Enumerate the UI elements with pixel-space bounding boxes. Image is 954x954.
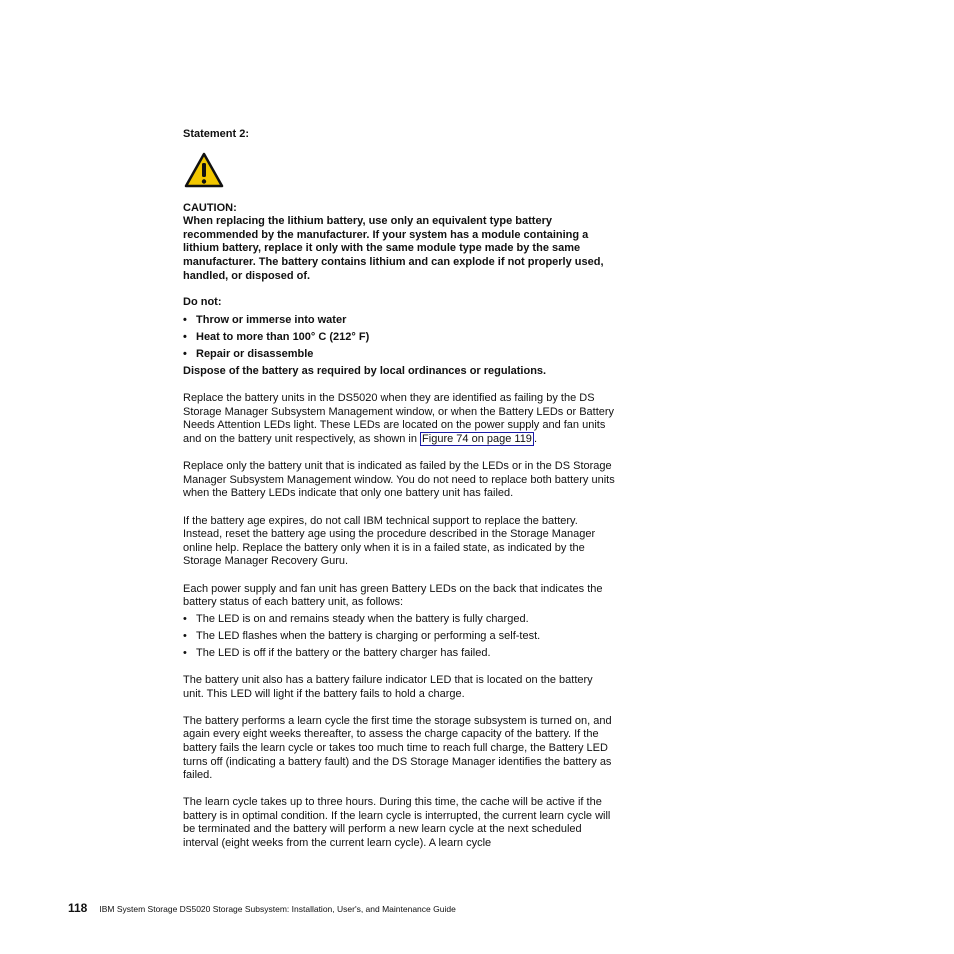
warning-triangle-icon [184, 152, 224, 188]
list-item: • Repair or disassemble [183, 347, 314, 360]
page-footer [68, 901, 768, 916]
list-item: • The LED is on and remains steady when the battery is fully charged. [183, 612, 529, 625]
paragraph-replace-battery: Replace the battery units in the DS5020 when they are identified as failing by the DS Storage Manager Subsystem Management window, or when the Battery LEDs or Battery Needs Attention LEDs light. These LEDs are located on the power supply and fan units and on the battery unit respectively, as shown in Figure 74 on page 119 . [183, 392, 615, 446]
paragraph-failure-led: The battery unit also has a battery failure indicator LED that is located on the battery unit. This LED will light if the battery fails to hold a charge. [183, 673, 593, 700]
dispose-statement: Dispose of the battery as required by local ordinances or regulations. [183, 364, 547, 377]
paragraph-learn-cycle-duration: The learn cycle takes up to three hours. During this time, the cache will be active if the battery is in optimal condition. If the learn cycle is interrupted, the current learn cycle will be terminated and the battery will perform a new learn cycle at the next scheduled interval (eight weeks from the current learn cycle). A learn cycle [183, 796, 611, 850]
led-status-list [183, 613, 615, 661]
donot-label: Do not: [183, 296, 222, 309]
paragraph-battery-age: If the battery age expires, do not call IBM technical support to replace the battery. Instead, reset the battery age using the procedure described in the Storage Manager online help. Replace the battery only when it is in a failed state, as indicated by the Storage Manager Recovery Guru. [183, 514, 596, 568]
list-item: • Heat to more than 100° C (212° F) [183, 330, 370, 343]
bullet: • [183, 330, 187, 343]
paragraph-learn-cycle: The battery performs a learn cycle the first time the storage subsystem is turned on, and again every eight weeks thereafter, to assess the charge capacity of the battery. If the battery fails the learn cycle or takes too much time to reach full charge, the Battery LED turns off (indicating a battery fault) and the DS Storage Manager identifies the battery as failed. [183, 714, 612, 782]
caution-text: When replacing the lithium battery, use only an equivalent type battery recommended by the manufacturer. If your system has a module containing a lithium battery, replace it only with the same module type made by the same manufacturer. The battery contains lithium and can explode if not properly used, handled, or disposed of. [183, 215, 604, 282]
caution-block [183, 202, 615, 284]
page-content [183, 128, 615, 864]
bullet: • [183, 612, 187, 625]
list-item: • The LED is off if the battery or the battery charger has failed. [183, 646, 491, 659]
paragraph-replace-failed: Replace only the battery unit that is indicated as failed by the LEDs or in the DS Storage Manager Subsystem Management window. You do not need to replace both battery units when the Battery LEDs indicate that only one battery unit has failed. [183, 460, 615, 500]
caution-label: CAUTION: [183, 201, 237, 214]
figure-link[interactable]: Figure 74 on page 119 [422, 433, 532, 446]
bullet: • [183, 313, 187, 326]
bullet: • [183, 629, 187, 642]
page-number: 118 [68, 901, 88, 915]
donot-list [183, 314, 615, 362]
bullet: • [183, 347, 187, 360]
bullet: • [183, 646, 187, 659]
list-item: • The LED flashes when the battery is charging or performing a self-test. [183, 629, 541, 642]
paragraph-led-status: Each power supply and fan unit has green Battery LEDs on the back that indicates the battery status of each battery unit, as follows: [183, 582, 603, 609]
list-item: • Throw or immerse into water [183, 313, 347, 326]
footer-title: IBM System Storage DS5020 Storage Subsystem: Installation, User's, and Maintenance Guide [99, 904, 456, 914]
statement-heading: Statement 2: [183, 128, 250, 140]
